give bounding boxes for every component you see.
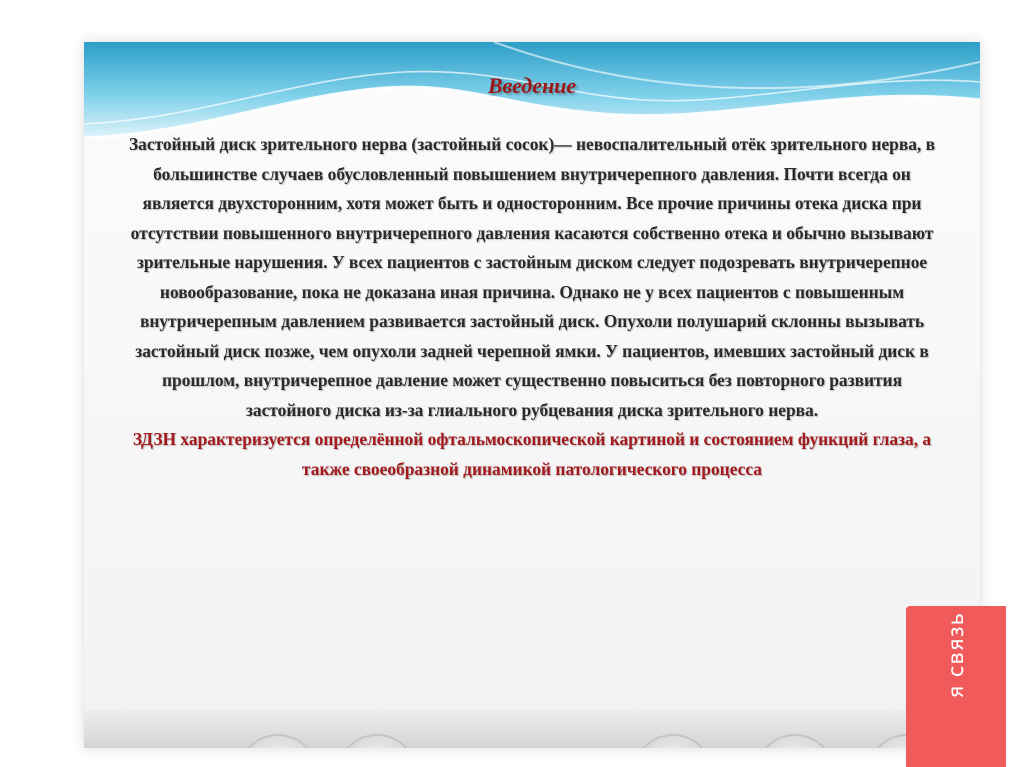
highlight-paragraph: ЗДЗН характеризуется определённой офтальмоскопической картиной и состоянием функций глаза, а также своеобразной динамикой патологического процесса — [132, 429, 932, 479]
feedback-tab-label: я связь — [944, 612, 968, 699]
slide-body-text — [120, 130, 944, 484]
bottom-decor-strip — [84, 710, 980, 748]
feedback-tab[interactable] — [906, 606, 1006, 767]
presentation-slide — [84, 42, 980, 748]
main-paragraph: Застойный диск зрительного нерва (застойный сосок)— невоспалительный отёк зрительного нерва, в большинстве случаев обусловленный повышением внутричерепного давления. Почти всегда он является двухсторонним, хотя может быть и односторонним. Все прочие причины отека диска при отсутствии повышенного внутричерепного давления касаются собственно отека и обычно вызывают зрительные нарушения. У всех пациентов с застойным диском следует подозревать внутричерепное новообразование, пока не доказана иная причина. Однако не у всех пациентов с повышенным внутричерепным давлением развивается застойный диск. Опухоли полушарий склонны вызывать застойный диск позже, чем опухоли задней черепной ямки. У пациентов, имевших застойный диск в прошлом, внутричерепное давление может существенно повыситься без повторного развития застойного диска из-за глиального рубцевания диска зрительного нерва. — [128, 134, 936, 420]
slide-title: Введение — [487, 73, 577, 98]
